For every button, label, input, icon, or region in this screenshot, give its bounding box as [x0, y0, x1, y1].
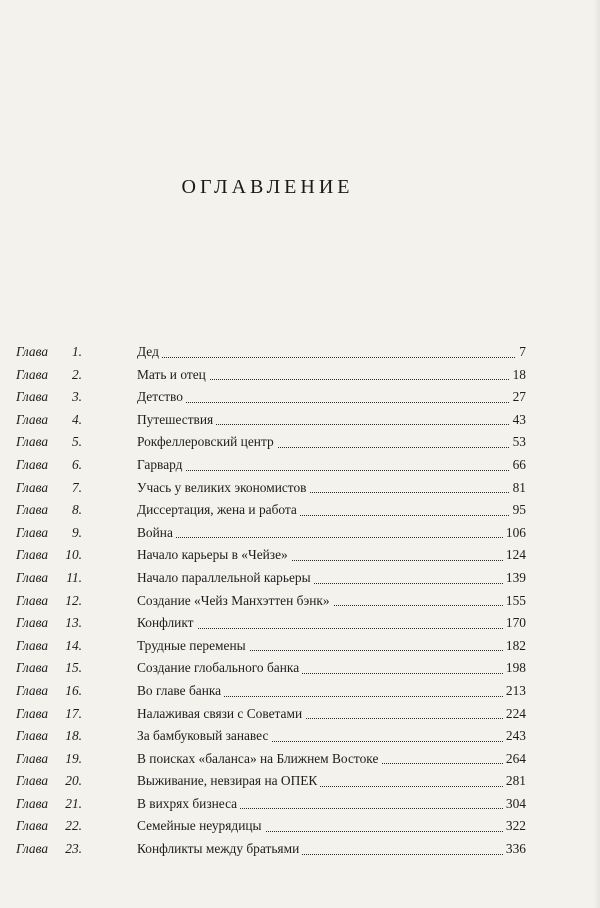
chapter-label [16, 815, 82, 838]
chapter-number: 17. [65, 705, 83, 721]
chapter-label [16, 522, 82, 545]
chapter-title: Детство [137, 386, 186, 409]
chapter-label [16, 544, 82, 567]
chapter-word: Глава [16, 547, 49, 563]
chapter-number: 8. [71, 502, 83, 518]
page-number: 336 [503, 838, 526, 861]
toc-entry [0, 567, 600, 590]
toc-entry [0, 657, 600, 680]
page-number: 81 [510, 477, 526, 500]
chapter-title: В поисках «баланса» на Ближнем Востоке [137, 748, 381, 771]
table-of-contents [0, 341, 600, 861]
page-number: 198 [503, 657, 526, 680]
chapter-word: Глава [16, 841, 49, 857]
page-number: 27 [510, 386, 526, 409]
chapter-title: Мать и отец [137, 364, 209, 387]
page-number: 124 [503, 544, 526, 567]
chapter-word: Глава [16, 750, 49, 766]
chapter-word: Глава [16, 637, 49, 653]
page-number: 322 [503, 815, 526, 838]
chapter-number: 21. [65, 795, 83, 811]
chapter-word: Глава [16, 456, 49, 472]
chapter-label [16, 409, 82, 432]
toc-entry [0, 635, 600, 658]
toc-entry [0, 522, 600, 545]
dot-leader [137, 357, 515, 358]
toc-entry [0, 364, 600, 387]
chapter-number: 11. [66, 569, 83, 585]
chapter-word: Глава [16, 344, 49, 359]
chapter-word: Глава [16, 524, 49, 540]
toc-entry [0, 499, 600, 522]
chapter-label [16, 680, 82, 703]
chapter-number: 18. [65, 728, 83, 744]
page-number: 66 [510, 454, 526, 477]
chapter-label [16, 431, 82, 454]
page-number: 224 [503, 703, 526, 726]
chapter-title: Создание «Чейз Манхэттен бэнк» [137, 590, 333, 613]
chapter-word: Глава [16, 411, 49, 427]
page-number: 155 [503, 590, 526, 613]
chapter-label [16, 703, 82, 726]
chapter-title: За бамбуковый занавес [137, 725, 271, 748]
toc-entry [0, 590, 600, 613]
chapter-number: 1. [71, 344, 83, 359]
toc-entry [0, 838, 600, 861]
chapter-title: Выживание, невзирая на ОПЕК [137, 770, 320, 793]
page-number: 139 [503, 567, 526, 590]
chapter-number: 10. [65, 547, 83, 563]
toc-entry [0, 703, 600, 726]
page-number: 304 [503, 793, 526, 816]
chapter-number: 5. [71, 434, 83, 450]
chapter-title: Начало параллельной карьеры [137, 567, 314, 590]
toc-entry [0, 431, 600, 454]
chapter-title: Война [137, 522, 176, 545]
chapter-word: Глава [16, 773, 49, 789]
page-number: 43 [510, 409, 526, 432]
chapter-title: Диссертация, жена и работа [137, 499, 300, 522]
chapter-word: Глава [16, 592, 49, 608]
chapter-title: В вихрях бизнеса [137, 793, 240, 816]
page-number: 95 [510, 499, 526, 522]
page-number: 7 [516, 341, 526, 364]
chapter-number: 16. [65, 682, 83, 698]
chapter-title: Гарвард [137, 454, 185, 477]
chapter-word: Глава [16, 479, 49, 495]
chapter-label [16, 567, 82, 590]
toc-entry [0, 477, 600, 500]
toc-entry [0, 341, 600, 364]
page-number: 170 [503, 612, 526, 635]
chapter-label [16, 341, 82, 364]
chapter-number: 13. [65, 615, 83, 631]
chapter-word: Глава [16, 795, 49, 811]
toc-entry [0, 680, 600, 703]
chapter-number: 2. [71, 366, 83, 382]
dot-leader [137, 537, 515, 538]
chapter-title: Начало карьеры в «Чейзе» [137, 544, 291, 567]
toc-entry [0, 386, 600, 409]
chapter-number: 14. [65, 637, 83, 653]
chapter-title: Конфликт [137, 612, 197, 635]
chapter-word: Глава [16, 502, 49, 518]
chapter-label [16, 748, 82, 771]
chapter-word: Глава [16, 366, 49, 382]
chapter-number: 19. [65, 750, 83, 766]
chapter-label [16, 657, 82, 680]
toc-entry [0, 544, 600, 567]
chapter-label [16, 386, 82, 409]
page-number: 106 [503, 522, 526, 545]
chapter-word: Глава [16, 818, 49, 834]
chapter-number: 3. [71, 389, 83, 405]
chapter-number: 6. [71, 456, 83, 472]
chapter-label [16, 770, 82, 793]
dot-leader [137, 470, 515, 471]
chapter-word: Глава [16, 682, 49, 698]
chapter-number: 20. [65, 773, 83, 789]
chapter-title: Учась у великих экономистов [137, 477, 310, 500]
chapter-word: Глава [16, 615, 49, 631]
toc-entry [0, 770, 600, 793]
toc-entry [0, 793, 600, 816]
chapter-label [16, 454, 82, 477]
chapter-word: Глава [16, 705, 49, 721]
chapter-number: 22. [65, 818, 83, 834]
toc-entry [0, 612, 600, 635]
chapter-number: 4. [71, 411, 83, 427]
chapter-title: Семейные неурядицы [137, 815, 265, 838]
chapter-word: Глава [16, 434, 49, 450]
chapter-word: Глава [16, 389, 49, 405]
chapter-number: 9. [71, 524, 83, 540]
chapter-word: Глава [16, 660, 49, 676]
page-number: 213 [503, 680, 526, 703]
toc-entry [0, 725, 600, 748]
chapter-word: Глава [16, 569, 49, 585]
chapter-number: 15. [65, 660, 83, 676]
chapter-title: Дед [137, 341, 162, 364]
chapter-title: Рокфеллеровский центр [137, 431, 277, 454]
page-number: 243 [503, 725, 526, 748]
page-number: 281 [503, 770, 526, 793]
chapter-label [16, 725, 82, 748]
chapter-number: 7. [71, 479, 83, 495]
page-number: 18 [510, 364, 526, 387]
chapter-number: 12. [65, 592, 83, 608]
chapter-title: Путешествия [137, 409, 216, 432]
chapter-label [16, 364, 82, 387]
chapter-label [16, 477, 82, 500]
chapter-title: Налаживая связи с Советами [137, 703, 305, 726]
page-title: ОГЛАВЛЕНИЕ [181, 176, 354, 198]
toc-entry [0, 815, 600, 838]
chapter-label [16, 499, 82, 522]
chapter-label [16, 612, 82, 635]
page-number: 182 [503, 635, 526, 658]
chapter-label [16, 793, 82, 816]
chapter-title: Конфликты между братьями [137, 838, 302, 861]
page-number: 53 [510, 431, 526, 454]
toc-entry [0, 748, 600, 771]
chapter-title: Трудные перемены [137, 635, 249, 658]
toc-entry [0, 454, 600, 477]
chapter-number: 23. [65, 841, 83, 857]
chapter-label [16, 590, 82, 613]
toc-entry [0, 409, 600, 432]
dot-leader [137, 402, 515, 403]
chapter-title: Создание глобального банка [137, 657, 302, 680]
chapter-label [16, 838, 82, 861]
chapter-word: Глава [16, 728, 49, 744]
page-number: 264 [503, 748, 526, 771]
chapter-title: Во главе банка [137, 680, 224, 703]
chapter-label [16, 635, 82, 658]
